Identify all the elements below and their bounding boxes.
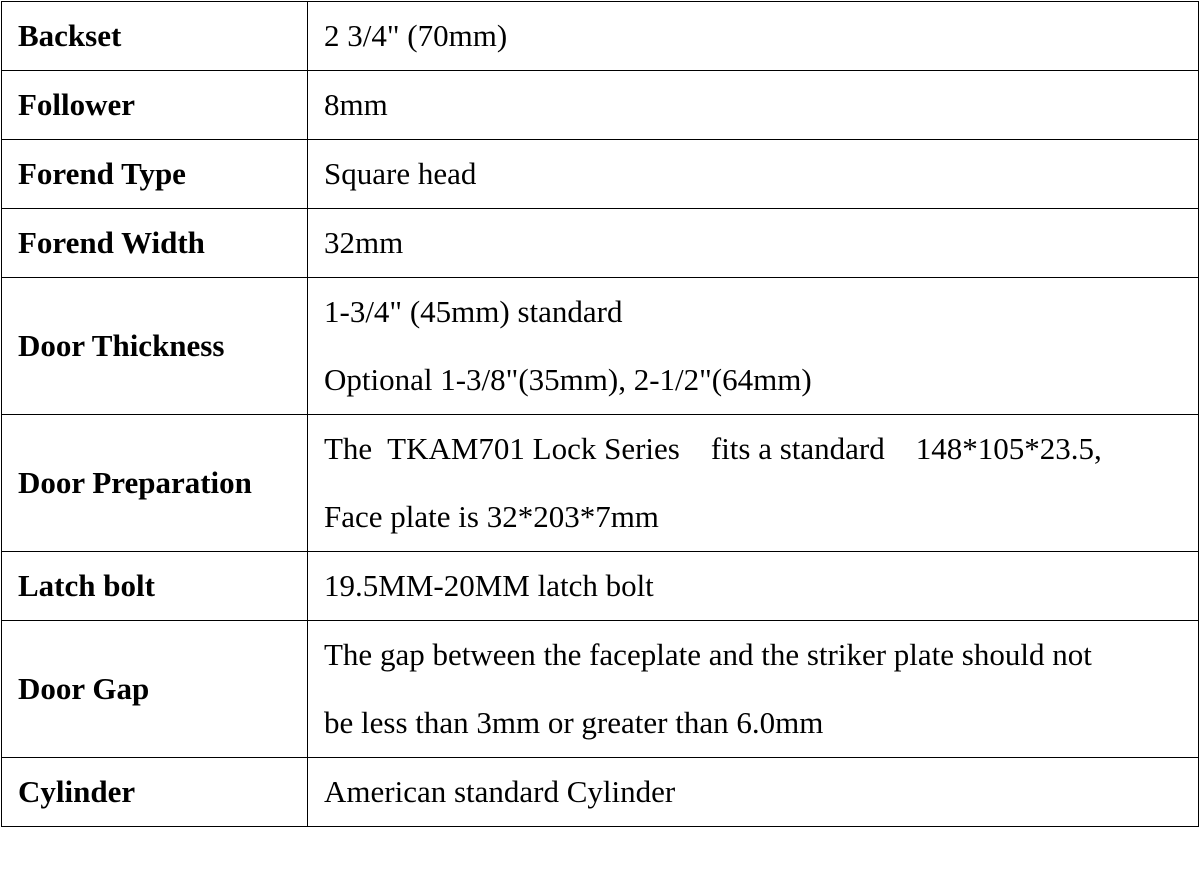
table-row (2, 552, 1199, 621)
spec-table (1, 1, 1199, 827)
row-value (308, 278, 1199, 415)
row-label: Follower (2, 71, 308, 140)
table-row (2, 209, 1199, 278)
row-value (308, 140, 1199, 209)
row-value (308, 209, 1199, 278)
table-row (2, 2, 1199, 71)
row-value-line: be less than 3mm or greater than 6.0mm (324, 705, 824, 740)
row-label: Forend Width (2, 209, 308, 278)
table-row (2, 140, 1199, 209)
row-value (308, 552, 1199, 621)
row-value (308, 71, 1199, 140)
row-value-line: Face plate is 32*203*7mm (324, 499, 659, 534)
row-value-line: 19.5MM-20MM latch bolt (324, 568, 654, 603)
row-value-line: The TKAM701 Lock Series fits a standard 148*105*23.5, (324, 431, 1102, 466)
row-value-line: 2 3/4" (70mm) (324, 18, 508, 53)
row-label: Door Thickness (2, 278, 308, 415)
row-value-line: Square head (324, 156, 477, 191)
row-label: Door Preparation (2, 415, 308, 552)
row-value (308, 2, 1199, 71)
row-value-line: 1-3/4" (45mm) standard (324, 294, 623, 329)
row-label: Cylinder (2, 758, 308, 827)
table-row (2, 621, 1199, 758)
table-row (2, 71, 1199, 140)
row-value-line: 32mm (324, 225, 404, 260)
row-value (308, 415, 1199, 552)
table-row (2, 415, 1199, 552)
row-label: Backset (2, 2, 308, 71)
row-label: Latch bolt (2, 552, 308, 621)
row-label: Door Gap (2, 621, 308, 758)
row-value-line: The gap between the faceplate and the striker plate should not (324, 637, 1092, 672)
row-label: Forend Type (2, 140, 308, 209)
row-value-line: American standard Cylinder (324, 774, 676, 809)
table-row (2, 758, 1199, 827)
table-row (2, 278, 1199, 415)
row-value (308, 758, 1199, 827)
row-value-line: 8mm (324, 87, 388, 122)
row-value (308, 621, 1199, 758)
row-value-line: Optional 1-3/8"(35mm), 2-1/2"(64mm) (324, 362, 812, 397)
